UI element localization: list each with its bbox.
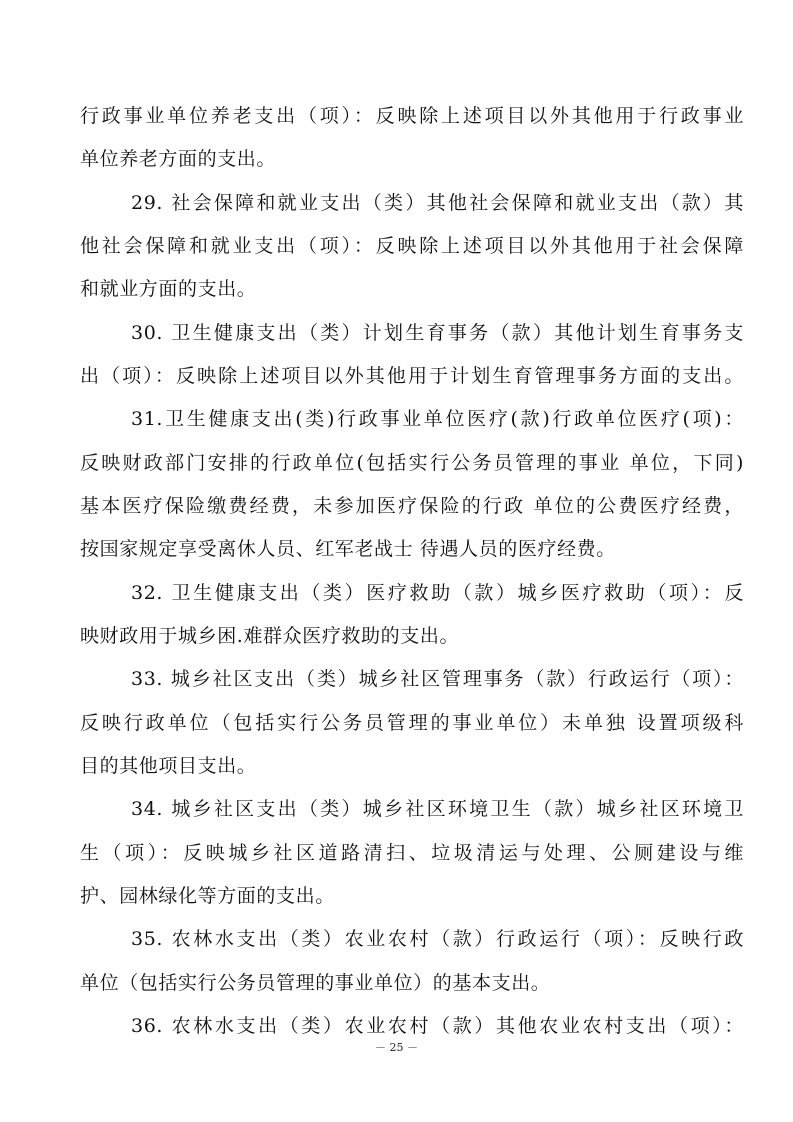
paragraph-33-start: 33. 城乡社区支出（类）城乡社区管理事务（款）行政运行（项）： (131, 668, 744, 690)
text-line: 基本医疗保险缴费经费，未参加医疗保险的行政 单位的公费医疗经费， (80, 495, 744, 517)
paragraph-35-start: 35. 农林水支出（类）农业农村（款）行政运行（项）：反映行政 (131, 928, 744, 950)
text-line: 反映财政部门安排的行政单位(包括实行公务员管理的事业 单位，下同) (80, 452, 744, 474)
text-line: 行政事业单位养老支出（项）：反映除上述项目以外其他用于行政事业 (80, 105, 744, 127)
text-line: 映财政用于城乡困.难群众医疗救助的支出。 (80, 625, 460, 647)
text-line: 生（项）：反映城乡社区道路清扫、垃圾清运与处理、公厕建设与维 (80, 842, 744, 864)
text-line: 和就业方面的支出。 (80, 278, 257, 300)
text-line: 他社会保障和就业支出（项）：反映除上述项目以外其他用于社会保障 (80, 235, 744, 257)
paragraph-34-start: 34. 城乡社区支出（类）城乡社区环境卫生（款）城乡社区环境卫 (131, 798, 744, 820)
text-line: 单位（包括实行公务员管理的事业单位）的基本支出。 (80, 972, 551, 994)
text-line: 反映行政单位（包括实行公务员管理的事业单位）未单独 设置项级科 (80, 712, 744, 734)
page-number: － 25 － (375, 1041, 418, 1054)
paragraph-30-start: 30. 卫生健康支出（类）计划生育事务（款）其他计划生育事务支 (131, 322, 744, 344)
paragraph-31-start: 31.卫生健康支出(类)行政事业单位医疗(款)行政单位医疗(项)： (131, 408, 744, 430)
text-line: 目的其他项目支出。 (80, 755, 257, 777)
text-line: 单位养老方面的支出。 (80, 148, 277, 170)
paragraph-36-start: 36. 农林水支出（类）农业农村（款）其他农业农村支出（项）： (131, 1015, 744, 1037)
text-line: 按国家规定享受离休人员、红军老战士 待遇人员的医疗经费。 (80, 538, 616, 560)
paragraph-32-start: 32. 卫生健康支出（类）医疗救助（款）城乡医疗救助（项）：反 (131, 582, 744, 604)
text-line: 护、园林绿化等方面的支出。 (80, 885, 335, 907)
paragraph-29-start: 29. 社会保障和就业支出（类）其他社会保障和就业支出（款）其 (131, 192, 744, 214)
text-line: 出（项）：反映除上述项目以外其他用于计划生育管理事务方面的支出。 (80, 365, 744, 387)
